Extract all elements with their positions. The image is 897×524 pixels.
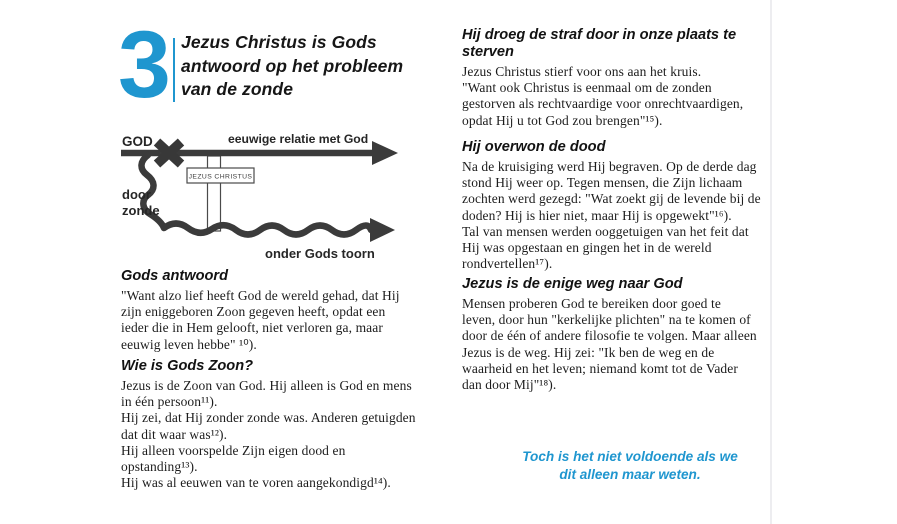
wrath-label: onder Gods toorn (265, 246, 375, 261)
god-label: GOD (122, 134, 153, 149)
section-number: 3 (118, 12, 169, 118)
section-title: Jezus Christus is Gods antwoord op het probleem van de zonde (181, 32, 404, 99)
section-paragraph: Na de kruisiging werd Hij begraven. Op de derde dag stond Hij weer op. Tegen mensen, die Zijn lichaam zochten werd gezegd: "Wat zoekt gij de levende bij de doden? Hij is hier niet, maar Hij is opgewekt"¹⁶). Tal van mensen werden ooggetuigen van het feit dat Hij was opgestaan en gingen het in de wereld rondvertellen¹⁷). (462, 159, 761, 272)
section-hij-overwon-de-dood (462, 139, 792, 272)
section-heading: Wie is Gods Zoon? (121, 358, 254, 374)
section-paragraph: Jezus Christus stierf voor ons aan het kruis. "Want ook Christus is eenmaal om de zonden gestorven als rechtvaardige voor onrechtvaardigen, opdat Hij u tot God zou brengen"¹⁵). (462, 64, 744, 128)
section-paragraph: Jezus is de Zoon van God. Hij alleen is God en mens in één persoon¹¹). Hij zei, dat Hij zonder zonde was. Anderen getuigden dat dit waar was¹²). Hij alleen voorspelde Zijn eigen dood en opstanding¹³). Hij was al eeuwen van te voren aangekondigd¹⁴). (121, 378, 416, 491)
sin-label-line2: zonde (122, 203, 160, 218)
section-paragraph: Mensen proberen God te bereiken door goed te leven, door hun "kerkelijke plichten" na te komen of door de één of andere filosofie te volgen. Maar alleen Jezus is de weg. Hij zei: "Ik ben de weg en de waarheid en het leven; niemand komt tot de Vader dan door Mij"¹⁸). (462, 296, 757, 393)
sin-path-arrow (141, 155, 371, 235)
section-heading: Jezus is de enige weg naar God (462, 276, 683, 292)
header-divider (173, 38, 175, 102)
section-paragraph: "Want alzo lief heeft God de wereld gehad, dat Hij zijn eniggeboren Zoon gegeven heeft, opdat een ieder die in Hem gelooft, niet verloren ga, maar eeuwig leven hebbe" ¹⁰). (121, 288, 400, 352)
cross-upright (208, 156, 221, 231)
top-arrowhead (372, 141, 398, 165)
bottom-arrowhead (370, 218, 395, 242)
sin-label-line1: door (122, 187, 151, 202)
section-heading: Hij overwon de dood (462, 139, 606, 155)
eternal-relation-label: eeuwige relatie met God (228, 132, 369, 146)
closing-note: Toch is het niet voldoende als we dit alleen maar weten. (522, 449, 738, 482)
section-jezus-enige-weg (462, 276, 792, 393)
cross-label: JEZUS CHRISTUS (188, 173, 253, 181)
section-hij-droeg-de-straf (462, 27, 792, 129)
section-heading: Hij droeg de straf door in onze plaats te sterven (462, 27, 737, 60)
section-gods-antwoord (121, 268, 451, 353)
section-wie-is-gods-zoon (121, 358, 451, 491)
section-heading: Gods antwoord (121, 268, 229, 284)
gospel-bridge-diagram (117, 127, 419, 269)
